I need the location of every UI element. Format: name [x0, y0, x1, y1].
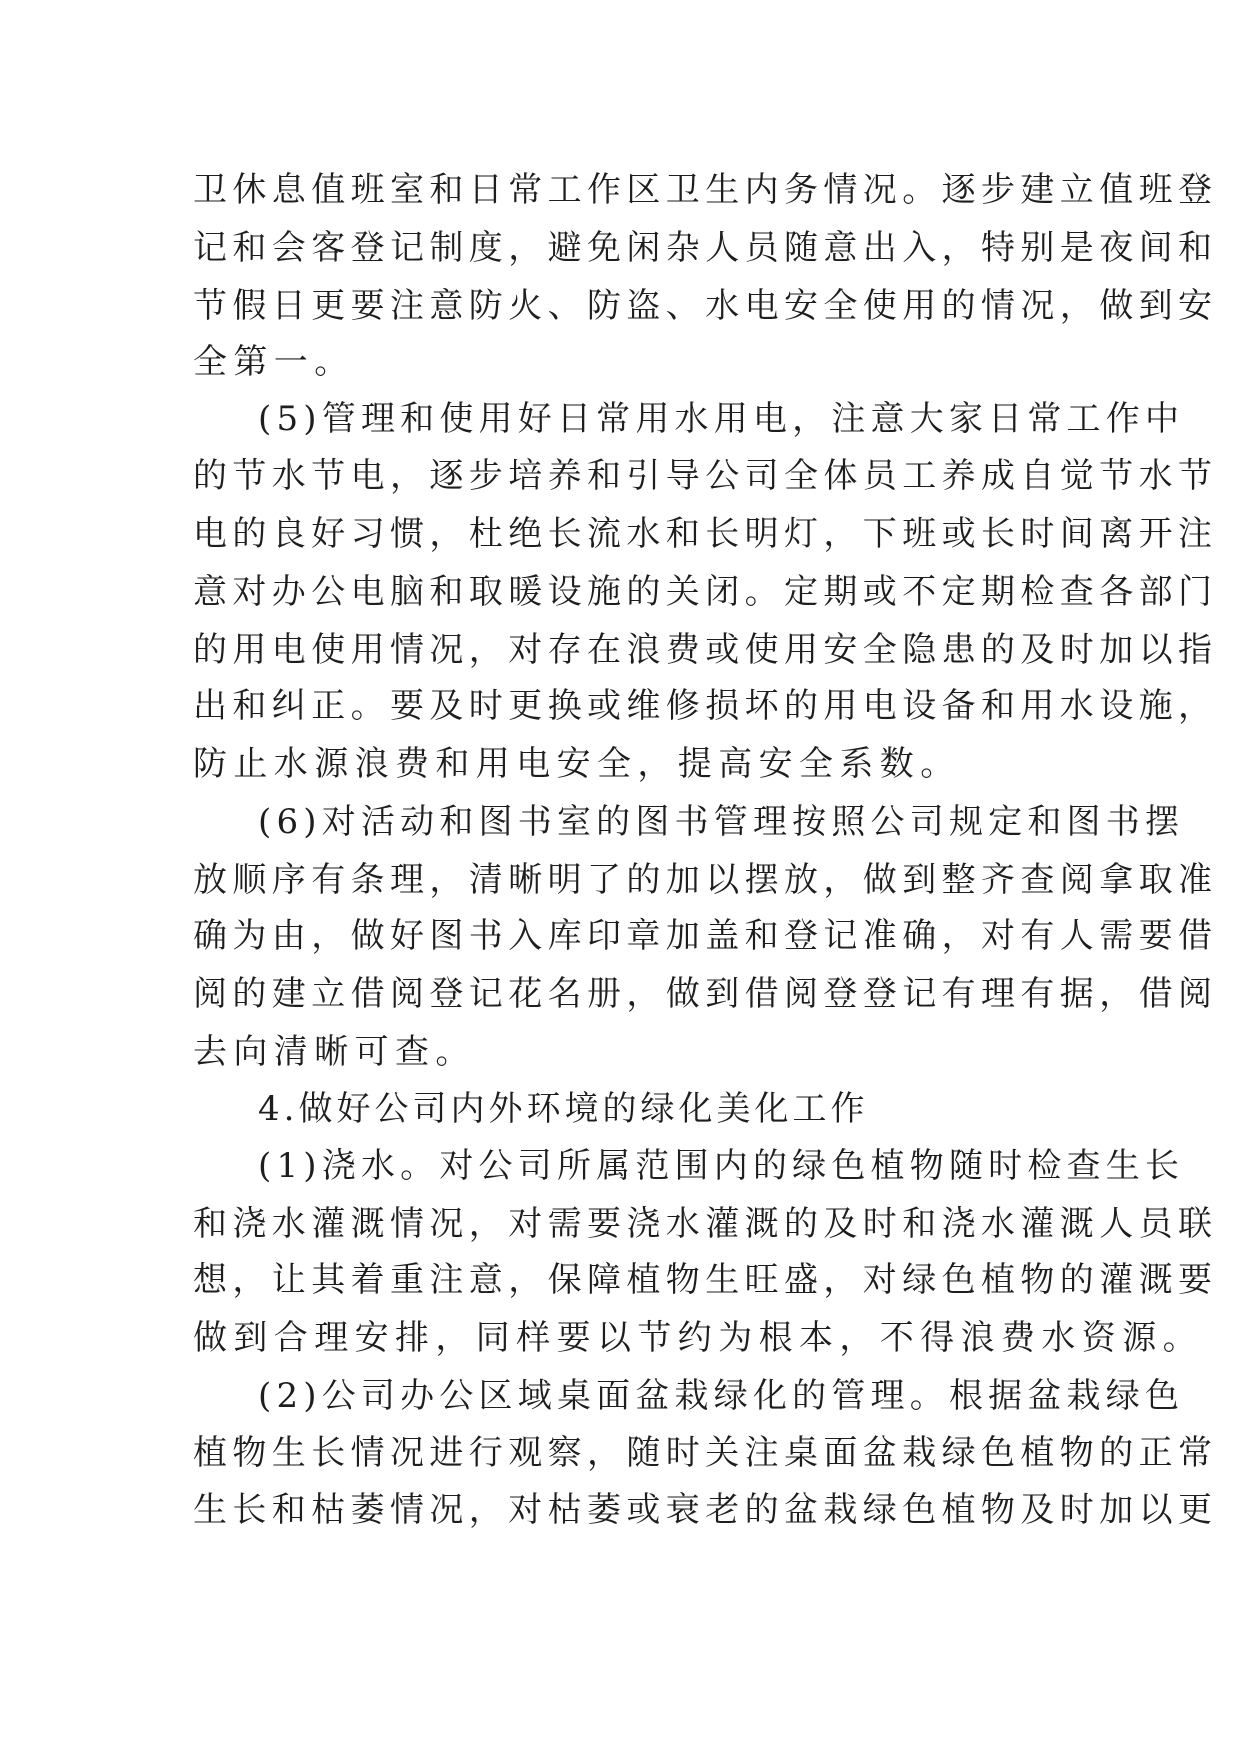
text-line: 节假日更要注意防火、防盗、水电安全使用的情况，做到安: [193, 286, 1218, 326]
text-line: 阅的建立借阅登记花名册，做到借阅登登记有理有据，借阅: [193, 974, 1218, 1014]
text-line: 意对办公电脑和取暖设施的关闭。定期或不定期检查各部门: [193, 572, 1218, 612]
section-heading: 4.做好公司内外环境的绿化美化工作: [258, 1089, 869, 1129]
text-line: 植物生长情况进行观察，随时关注桌面盆栽绿色植物的正常: [193, 1433, 1218, 1473]
text-line: 的节水节电，逐步培养和引导公司全体员工养成自觉节水节: [193, 456, 1218, 496]
text-line: 出和纠正。要及时更换或维修损坏的用电设备和用水设施，: [193, 686, 1218, 726]
text-line: 想，让其着重注意，保障植物生旺盛，对绿色植物的灌溉要: [193, 1260, 1218, 1300]
text-line: 记和会客登记制度，避免闲杂人员随意出入，特别是夜间和: [193, 228, 1218, 268]
text-line: 的用电使用情况，对存在浪费或使用安全隐患的及时加以指: [193, 630, 1218, 670]
text-line: (1)浇水。对公司所属范围内的绿色植物随时检查生长: [258, 1146, 1185, 1186]
text-line: 生长和枯萎情况，对枯萎或衰老的盆栽绿色植物及时加以更: [193, 1490, 1218, 1530]
text-line: 去向清晰可查。: [193, 1032, 476, 1072]
text-line: (2)公司办公区域桌面盆栽绿化的管理。根据盆栽绿色: [258, 1376, 1185, 1416]
text-line: 确为由，做好图书入库印章加盖和登记准确，对有人需要借: [193, 916, 1218, 956]
text-line: 放顺序有条理，清晰明了的加以摆放，做到整齐查阅拿取准: [193, 860, 1218, 900]
text-line: 防止水源浪费和用电安全，提高安全系数。: [193, 744, 961, 784]
text-line: 电的良好习惯，杜绝长流水和长明灯，下班或长时间离开注: [193, 514, 1218, 554]
text-line: (6)对活动和图书室的图书管理按照公司规定和图书摆: [258, 802, 1185, 842]
text-line: (5)管理和使用好日常用水用电，注意大家日常工作中: [258, 399, 1185, 439]
text-line: 和浇水灌溉情况，对需要浇水灌溉的及时和浇水灌溉人员联: [193, 1204, 1218, 1244]
text-line: 卫休息值班室和日常工作区卫生内务情况。逐步建立值班登: [193, 170, 1218, 210]
text-line: 全第一。: [193, 342, 355, 382]
text-line: 做到合理安排，同样要以节约为根本，不得浪费水资源。: [193, 1318, 1203, 1358]
